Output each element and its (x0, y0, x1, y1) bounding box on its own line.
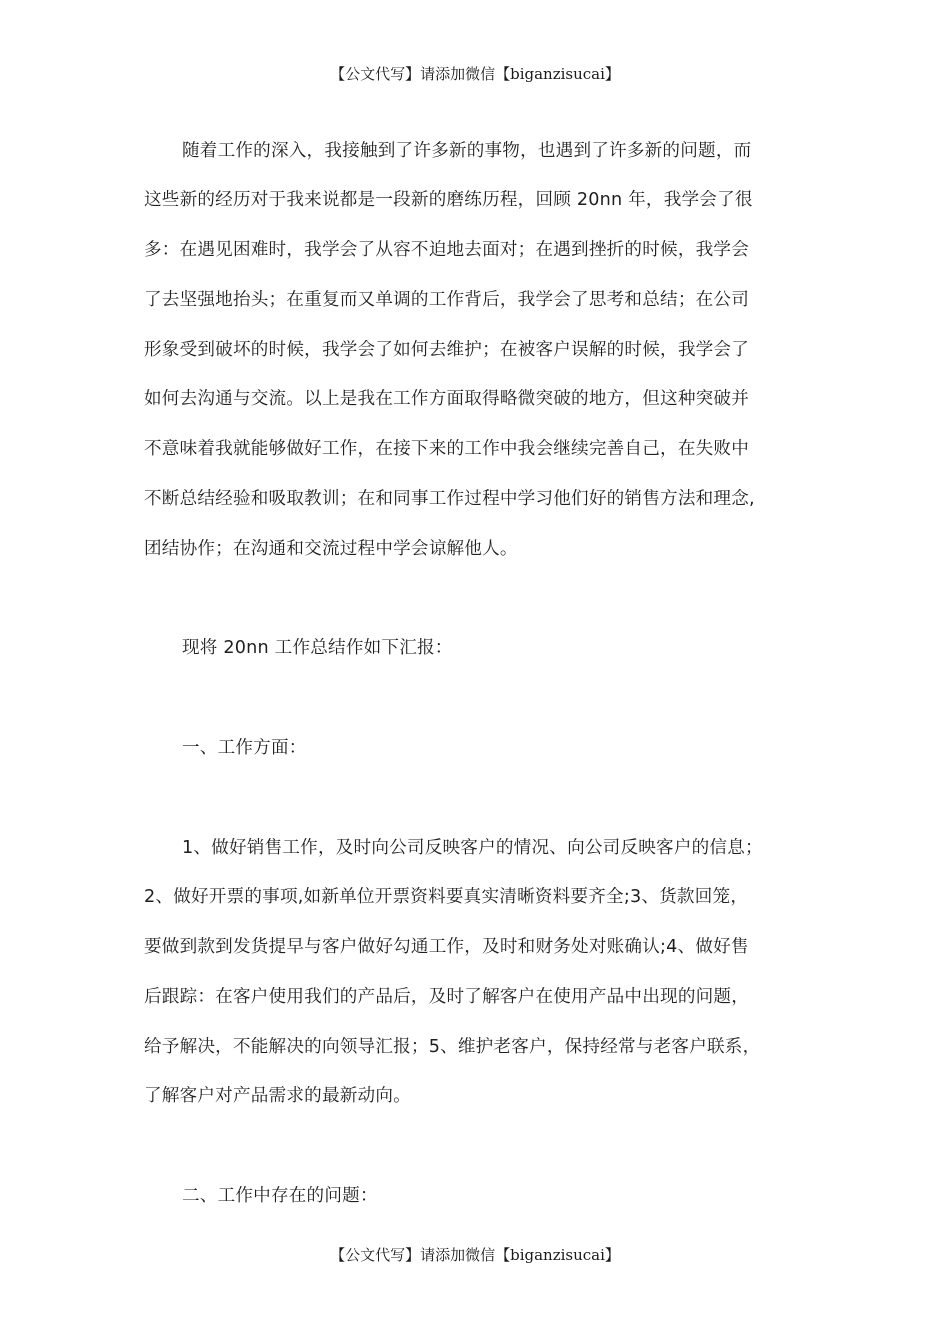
section-2-heading: 二、工作中存在的问题： (182, 1186, 378, 1206)
text-line: 不断总结经验和吸取教训；在和同事工作过程中学习他们好的销售方法和理念, (144, 489, 755, 509)
text-line: 了解客户对产品需求的最新动向。 (144, 1086, 411, 1106)
text-line: 形象受到破坏的时候，我学会了如何去维护；在被客户误解的时候，我学会了 (144, 340, 749, 360)
text-line: 2、做好开票的事项,如新单位开票资料要真实清晰资料要齐全;3、货款回笼， (144, 887, 749, 907)
page-header-watermark: 【公文代写】请添加微信【biganzisucai】 (330, 65, 620, 83)
text-line: 如何去沟通与交流。以上是我在工作方面取得略微突破的地方，但这种突破并 (144, 389, 749, 409)
text-line: 不意味着我就能够做好工作，在接下来的工作中我会继续完善自己，在失败中 (144, 439, 749, 459)
page-footer-watermark: 【公文代写】请添加微信【biganzisucai】 (330, 1246, 620, 1264)
text-line: 团结协作；在沟通和交流过程中学会谅解他人。 (144, 539, 518, 559)
text-line: 1、做好销售工作，及时向公司反映客户的情况、向公司反映客户的信息； (182, 838, 763, 858)
section-1-heading: 一、工作方面： (182, 738, 307, 758)
text-line: 后跟踪：在客户使用我们的产品后，及时了解客户在使用产品中出现的问题， (144, 987, 749, 1007)
text-line: 多：在遇见困难时，我学会了从容不迫地去面对；在遇到挫折的时候，我学会 (144, 240, 749, 260)
report-intro-line: 现将 20nn 工作总结作如下汇报： (182, 638, 453, 658)
text-line: 了去坚强地抬头；在重复而又单调的工作背后，我学会了思考和总结；在公司 (144, 290, 749, 310)
text-line: 随着工作的深入，我接触到了许多新的事物，也遇到了许多新的问题，而 (182, 141, 752, 161)
text-line: 给予解决，不能解决的向领导汇报；5、维护老客户，保持经常与老客户联系， (144, 1037, 761, 1057)
text-line: 要做到款到发货提早与客户做好勾通工作，及时和财务处对账确认;4、做好售 (144, 937, 749, 957)
text-line: 这些新的经历对于我来说都是一段新的磨练历程，回顾 20nn 年，我学会了很 (144, 190, 753, 210)
